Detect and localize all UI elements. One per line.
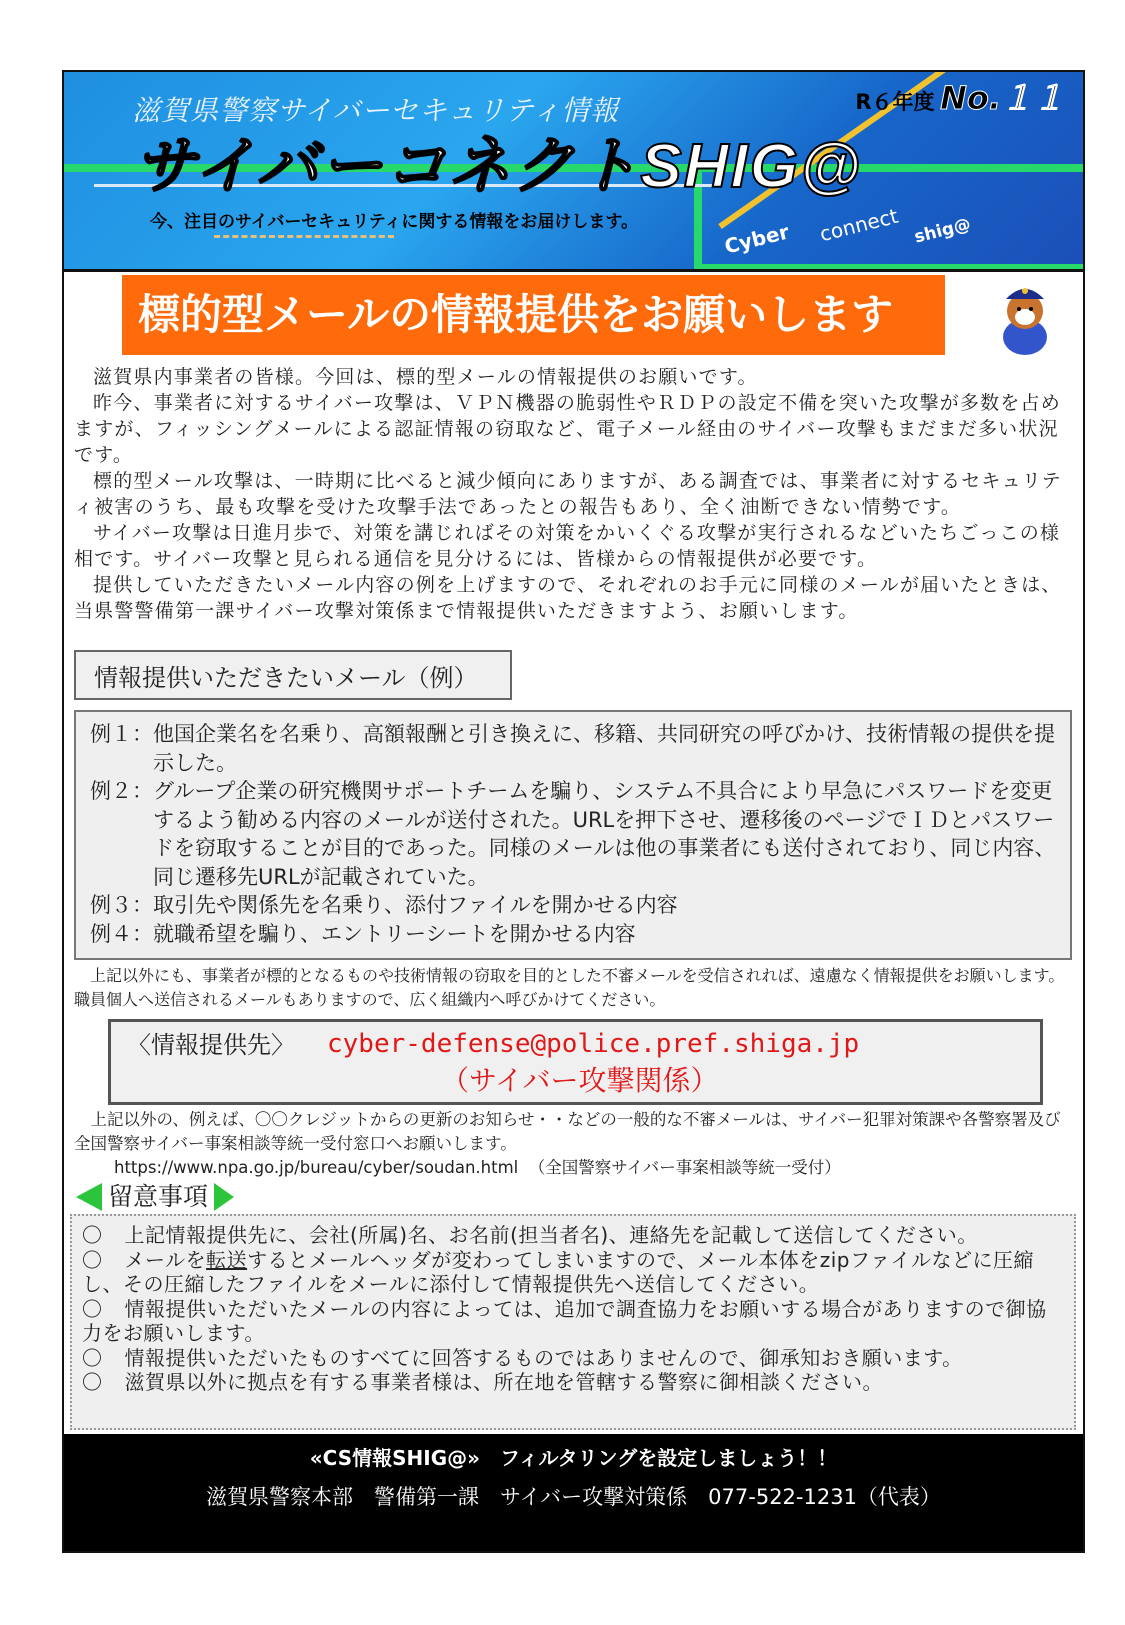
contact-box: 〈情報提供先〉 cyber-defense@police.pref.shiga.jp （サイバー攻撃関係） — [108, 1019, 1043, 1105]
npa-link[interactable]: https://www.npa.go.jp/bureau/cyber/soudan.html — [114, 1158, 519, 1177]
newsletter-page — [62, 70, 1085, 1553]
footer: «CS情報SHIG@» フィルタリングを設定しましょう！！ 滋賀県警察本部 警備第一課 サイバー攻撃対策係 077-522-1231（代表） — [64, 1434, 1083, 1551]
headline: 標的型メールの情報提供をお願いします — [122, 275, 945, 355]
contact-email-link[interactable]: cyber-defense@police.pref.shiga.jp — [327, 1029, 860, 1059]
examples-box — [74, 710, 1072, 960]
caution-box — [70, 1214, 1076, 1430]
example-item: 例４： 就職希望を騙り、エントリーシートを開かせる内容 — [90, 921, 636, 946]
banner-subtitle: 滋賀県警察サイバーセキュリティ情報 — [132, 94, 620, 127]
arrow-left-icon — [76, 1183, 102, 1211]
caution-item: 〇 情報提供いただいたものすべてに回答するものではありませんので、御承知おき願います。 — [82, 1345, 963, 1370]
example-item: 例２： グループ企業の研究機関サポートチームを騙り、システム不具合により早急にパスワードを変更するよう勧める内容のメールが送付された。URLを押下させ、遷移後のページでＩＤとパスワードを窃取することが目的であった。同様のメールは他の事業者にも送付されており、同じ内容、同じ遷移先URLが記載されていた。 — [90, 779, 1056, 889]
arrow-right-icon — [214, 1183, 234, 1211]
police-mascot-icon — [994, 277, 1056, 357]
caution-item: 〇 上記情報提供先に、会社(所属)名、お名前(担当者名)、連絡先を記載して送信してください。 — [82, 1223, 978, 1247]
example-item: 例３： 取引先や関係先を名乗り、添付ファイルを開かせる内容 — [90, 893, 678, 917]
intro-text: 滋賀県内事業者の皆様。今回は、標的型メールの情報提供のお願いです。 昨今、事業者に対するサイバー攻撃は、ＶＰＮ機器の脆弱性やＲＤＰの設定不備を突いた攻撃が多数を占めますが、フィッシングメールによる認証情報の窃取など、電子メール経由のサイバー攻撃もまだまだ多い状況です。 標的型メール攻撃は、一時期に比べると減少傾向にありますが、ある調査では、事業者に対するセキュリティ被害のうち、最も攻撃を受けた攻撃手法であったとの報告もあり、全く油断できない情勢です。 サイバー攻撃は日進月歩で、対策を講じればその対策をかいくぐる攻撃が実行されるなどいたちごっこの様相です。サイバー攻撃と見られる通信を見分けるには、皆様からの情報提供が必要です。 提供していただきたいメール内容の例を上げますので、それぞれのお手元に同様のメールが届いたときは、当県警警備第一課サイバー攻撃対策係まで情報提供いただきますよう、お願いします。 — [74, 366, 1062, 622]
issue-number: R６年度 No.１１ — [855, 79, 1065, 117]
examples-heading: 情報提供いただきたいメール（例） — [74, 650, 512, 700]
note-other-emails: 上記以外にも、事業者が標的となるものや技術情報の窃取を目的とした不審メールを受信されれば、遠慮なく情報提供をお願いします。職員個人へ送信されるメールもありますので、広く組織内へ呼びかけてください。 — [74, 966, 1065, 1009]
note-general-spam: 上記以外の、例えば、〇〇クレジットからの更新のお知らせ・・などの一般的な不審メールは、サイバー犯罪対策課や各警察署及び全国警察サイバー事案相談等統一受付窓口へお願いします。 https://www.npa.go.jp/bureau/cyber/soudan.html （全国警察サイバー事案相談等統一受付） — [74, 1110, 1061, 1177]
caution-heading: 留意事項 — [76, 1182, 234, 1212]
caution-item: 〇 滋賀県以外に拠点を有する事業者様は、所在地を管轄する警察に御相談ください。 — [82, 1370, 883, 1394]
example-item: 例１： 他国企業名を名乗り、高額報酬と引き換えに、移籍、共同研究の呼びかけ、技術情報の提供を提示した。 — [90, 722, 1056, 775]
caution-item: 〇 情報提供いただいたメールの内容によっては、追加で調査協力をお願いする場合がありますので御協力をお願いします。 — [82, 1296, 1047, 1345]
caution-item: 〇 メールを転送するとメールヘッダが変わってしまいますので、メール本体をzipファイルなどに圧縮し、その圧縮したファイルをメールに添付して情報提供先へ送信してください。 — [82, 1247, 1035, 1296]
banner-tagline: 今、注目のサイバーセキュリティに関する情報をお届けします。 — [150, 212, 639, 232]
header-banner: 滋賀県警察サイバーセキュリティ情報 サイバーコネクトSHIG@ 今、注目のサイバーセキュリティに関する情報をお届けします。 R６年度 No.１１ Cyber connect shig@ — [64, 72, 1083, 272]
banner-title: サイバーコネクトSHIG@ — [134, 132, 863, 201]
